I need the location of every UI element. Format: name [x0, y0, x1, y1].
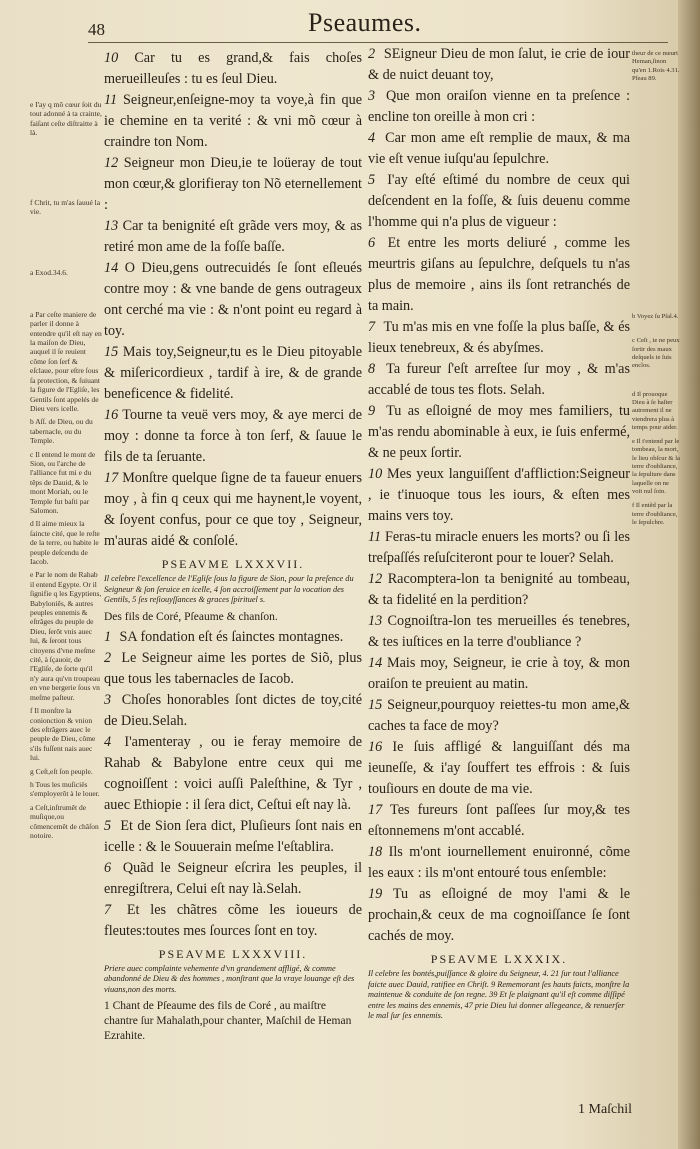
verse: 15 Mais toy,Seigneur,tu es le Dieu pitoyable & miſericordieux , tardif à ire, & de grande beneficence & fidelité.: [104, 344, 362, 402]
psalm-superscription: Des fils de Coré, Pſeaume & chanſon.: [104, 610, 278, 623]
verse: 7 Tu m'as mis en vne foſſe la plus baſſe, & és lieux tenebreux, & és abyſmes.: [368, 319, 631, 356]
verse: 2 SEigneur Dieu de mon ſalut, ie crie de iour & de nuict deuant toy,: [368, 46, 630, 83]
psalm-title: PSEAVME LXXXIX.: [430, 952, 568, 966]
verse: 12 Seigneur mon Dieu,ie te loüeray de tout mon cœur,& glorifieray ton Nõ eternellement :: [104, 155, 363, 213]
catchword: 1 Maſchil: [578, 1102, 633, 1117]
verse: 2 Le Seigneur aime les portes de Siõ, plus que tous les tabernacles de Iacob.: [104, 649, 362, 687]
verse: 10 Mes yeux languiſſent d'affliction:Seigneur , ie t'inuoque tous les iours, & eſten mes mains vers toy.: [368, 466, 630, 524]
verse: 5 Et de Sion ſera dict, Pluſieurs ſont nais en icelle : & le Souuerain meſme l'eſtablira.: [104, 817, 362, 855]
page-binding-shadow: [678, 0, 700, 1149]
verse: 9 Tu as eſloigné de moy mes familiers, tu m'as rendu abominable à eux, ie ſuis enfermé, & ne peux ſortir.: [368, 403, 630, 461]
margin-note: c Ceſt , ie ne peux ſortir des maux deſquels ie ſuis enclos.: [632, 337, 680, 370]
verse: 16 Ie ſuis affligé & languiſſant dés ma ieuneſſe, & i'ay ſouffert tes effrois : & ſuis touſiours en doute de ma vie.: [368, 739, 631, 797]
margin-note: d Il prouoque Dieu à ſe haſter autrement il ne viendrera plus à temps pour aider.: [632, 390, 678, 431]
verse: 7 Et les chãtres cõme les ioueurs de fleutes:toutes mes ſources ſont en toy.: [104, 901, 363, 939]
right-margin-notes: [632, 50, 680, 533]
psalm-title: PSEAVME LXXXVII.: [161, 557, 305, 571]
margin-note: theur de ce meurt Heman,ſinon qu'en 1.Rois 4.31. Pſeau 89.: [632, 50, 680, 82]
running-head: Pseaumes.: [308, 8, 422, 37]
verse: 17 Monſtre quelque ſigne de ta faueur enuers moy , à fin q ceux qui me haynent,le voyent, & ſoyent confus, pour ce que toy , Seigneur, m'auras aidé & conſolé.: [104, 470, 363, 549]
verse: 1 SA fondation eſt és ſainctes montagnes.: [104, 628, 344, 645]
psalm-title: PSEAVME LXXXVIII.: [158, 946, 308, 961]
verse: 13 Car ta benignité eſt grãde vers moy, & as retiré mon ame de la foſſe baſſe.: [104, 218, 363, 255]
verse: 18 Ils m'ont iournellement enuironné, cõme les eaux : ils m'ont entouré tous enſemble:: [368, 844, 630, 881]
verse: 17 Tes fureurs ſont paſſees ſur moy,& tes eſtonnemens m'ont accablé.: [368, 802, 630, 839]
verse: 10 Car tu es grand,& fais choſes merueilleuſes : tu es ſeul Dieu.: [104, 50, 363, 87]
verse: 11 Feras-tu miracle enuers les morts? ou ſi les treſpaſſés reſuſciteront pour te louer? Selah.: [368, 529, 630, 566]
margin-note: h Tous les muſiciës s'employerõt à le louer.: [30, 779, 100, 799]
margin-note: f Il monſtre la conionction & vnion des eſtrãgers auec le peuple de Dieu, cõme s'ils fuſſent nais auec lui.: [30, 706, 96, 763]
margin-note: a Exod.34.6.: [30, 268, 68, 278]
verse: 3 Choſes honorables ſont dictes de toy,cité de Dieu.Selah.: [104, 691, 363, 729]
verse: 1 Chant de Pſeaume des fils de Coré , au maiſtre chantre ſur Mahalath,pour chanter, Maſchil de Heman Ezrahite.: [104, 1000, 352, 1042]
verse: 13 Cognoiſtra-lon tes merueilles és tenebres, & tes iuſtices en la terre d'oubliance ?: [368, 613, 630, 650]
margin-note: g Ceſt,eſt ſon peuple.: [30, 766, 93, 776]
margin-note: e Par le nom de Rahab il entend Egypte. Or il ſignifie q les Egyptiens, Babyloniẽs, & autres peuples ennemis & eſtrãges du peuple de Dieu, ſerõt vnis auec lui, & ſeront tous citoyens d'vne meſme cité, à ſçauoir, de l'Egliſe, de ſorte qu'il n'y aura qu'vn troupeau en vne bergerie ſous vn meſme paſteur.: [30, 570, 102, 702]
verse: 5 I'ay eſté eſtimé du nombre de ceux qui deſcendent en la foſſe, & ſuis deuenu comme l'homme qui n'a plus de vigueur :: [368, 172, 631, 230]
margin-note: d Il aime mieux la ſaincte cité, que le reſte de la terre, ou habite le peuple deſcendu de Iacob.: [30, 519, 100, 566]
page-number: 48: [88, 20, 105, 39]
verse: 6 Quãd le Seigneur eſcrira les peuples, il enregiſtrera, Celui eſt nay là.Selah.: [104, 859, 363, 897]
verse: 14 Mais moy, Seigneur, ie crie à toy, & mon oraiſon te preuient au matin.: [368, 655, 630, 692]
verse: 6 Et entre les morts deliuré , comme les meurtris giſans au ſepulchre, deſquels tu n'as plus de memoire , ains ils ſont retranchés de ta main.: [368, 235, 630, 314]
psalm-argument: Il celebre les bontés,puiſſance & gloire du Seigneur, 4. 21 ſur tout l'alliance faicte auec Dauid, ratifiee en Chriſt. 9 Rememorant ſes hauts faicts, monſtre la maintenue & conduite de ſon regne. 39 Et ſe plaignant qu'il eſt comme diſſipé entre les mains des ennemis, 47 prie Dieu lui donner allegeance, & renuerſer le mal ſur ſes ennemis.: [368, 969, 630, 1020]
margin-note: f Il entẽd par la terre d'oubliance, le ſepulchre.: [632, 502, 678, 526]
left-margin-notes: [30, 100, 102, 844]
margin-note: e Il t'entend par le tombeau, la mort, le lieu obſcur & la terre d'oubliance, la ſepulture dans laquelle on ne voit nul ſoin.: [632, 438, 680, 495]
verse: 3 Que mon oraiſon vienne en ta preſence : encline ton oreille à mon cri :: [368, 88, 631, 125]
psalm-argument: Priere auec complainte vehemente d'vn grandement affligé, & comme abandonné de Dieu & des hommes , monſtrant que la vraye louange eſt des viuans,non des morts.: [104, 963, 355, 994]
verse: 15 Seigneur,pourquoy reiettes-tu mon ame,& caches ta face de moy?: [368, 697, 630, 734]
verse: 4 I'amenteray , ou ie feray memoire de Rahab & Babylone entre ceux qui me cognoiſſent : voici auſſi Paleſthine, & Tyr , auec Ethiopie : il ſera dict, Ceſtui eſt nay là.: [104, 733, 362, 813]
verse: 4 Car mon ame eſt remplie de maux, & ma vie eſt venue iuſqu'au ſepulchre.: [368, 130, 630, 167]
verse: 16 Tourne ta veuë vers moy, & aye merci de moy : donne ta force à ton ſerf, & ſauue le fils de ta ſeruante.: [104, 407, 362, 465]
verse: 14 O Dieu,gens outrecuidés ſe ſont eſleués contre moy : & vne bande de gens outrageux ont cerché ma vie : & n'ont point eu regard à toy.: [104, 260, 362, 339]
left-text-column: [104, 48, 362, 1046]
margin-note: c Il entend le mont de Sion, ou l'arche de l'alliance fut mi e du tẽps de Dauid, & le mont Moriah, ou le Temple fut baſti par Salomon.: [30, 449, 96, 515]
verse: 8 Ta fureur ſ'eſt arreſtee ſur moy , & m'as accablé de tous tes flots. Selah.: [368, 361, 631, 398]
margin-note: e I'ay q mõ cœur ſoit du tout adonné à ta crainte, faiſant ceſte diſtraitte à là.: [30, 100, 102, 138]
margin-note: a Ceſt,inſtrumẽt de muſique,ou cõmencemẽt de chãſon notoire.: [30, 802, 99, 840]
margin-note: b Voyez ſu Pſal.4.: [632, 313, 679, 321]
margin-note: f Chrit, tu m'as ſauué la vie.: [30, 197, 101, 217]
verse: 19 Tu as eſloigné de moy l'ami & le prochain,& ceux de ma cognoiſſance ſe ſont cachés de moy.: [368, 886, 630, 944]
verse: 12 Racomptera-lon ta benignité au tombeau, & ta fidelité en la perdition?: [368, 571, 631, 608]
right-text-column: [368, 44, 630, 1026]
margin-note: a Par ceſte maniere de parler il donne à entendre qu'il eſt nay en la maiſon de Dieu, auquel il ſe reuient cõme ſon ſerf & eſclaue, pour eſtre ſous ſa protection, & ſuiuant la figure de l'Egliſe, les Gentils ſont appelés de Dieu vers icelle.: [30, 309, 102, 413]
psalm-argument: Il celebre l'excellence de l'Egliſe ſous la figure de Sion, pour la preſence du Seigneur & ſon ſeruice en icelle, 4 ſon accroiſſement par la vocation des Gentils, 5 ſes reſiouyſſances & graces ſpirituel s.: [104, 574, 354, 604]
verse: 11 Seigneur,enſeigne-moy ta voye,à fin que ie chemine en ta verité : & vni mõ cœur à craindre ton Nom.: [104, 92, 362, 150]
margin-note: b Aſſ. de Dieu, ou du tabernacle, ou du Temple.: [30, 417, 93, 446]
header-rule: [88, 42, 668, 43]
